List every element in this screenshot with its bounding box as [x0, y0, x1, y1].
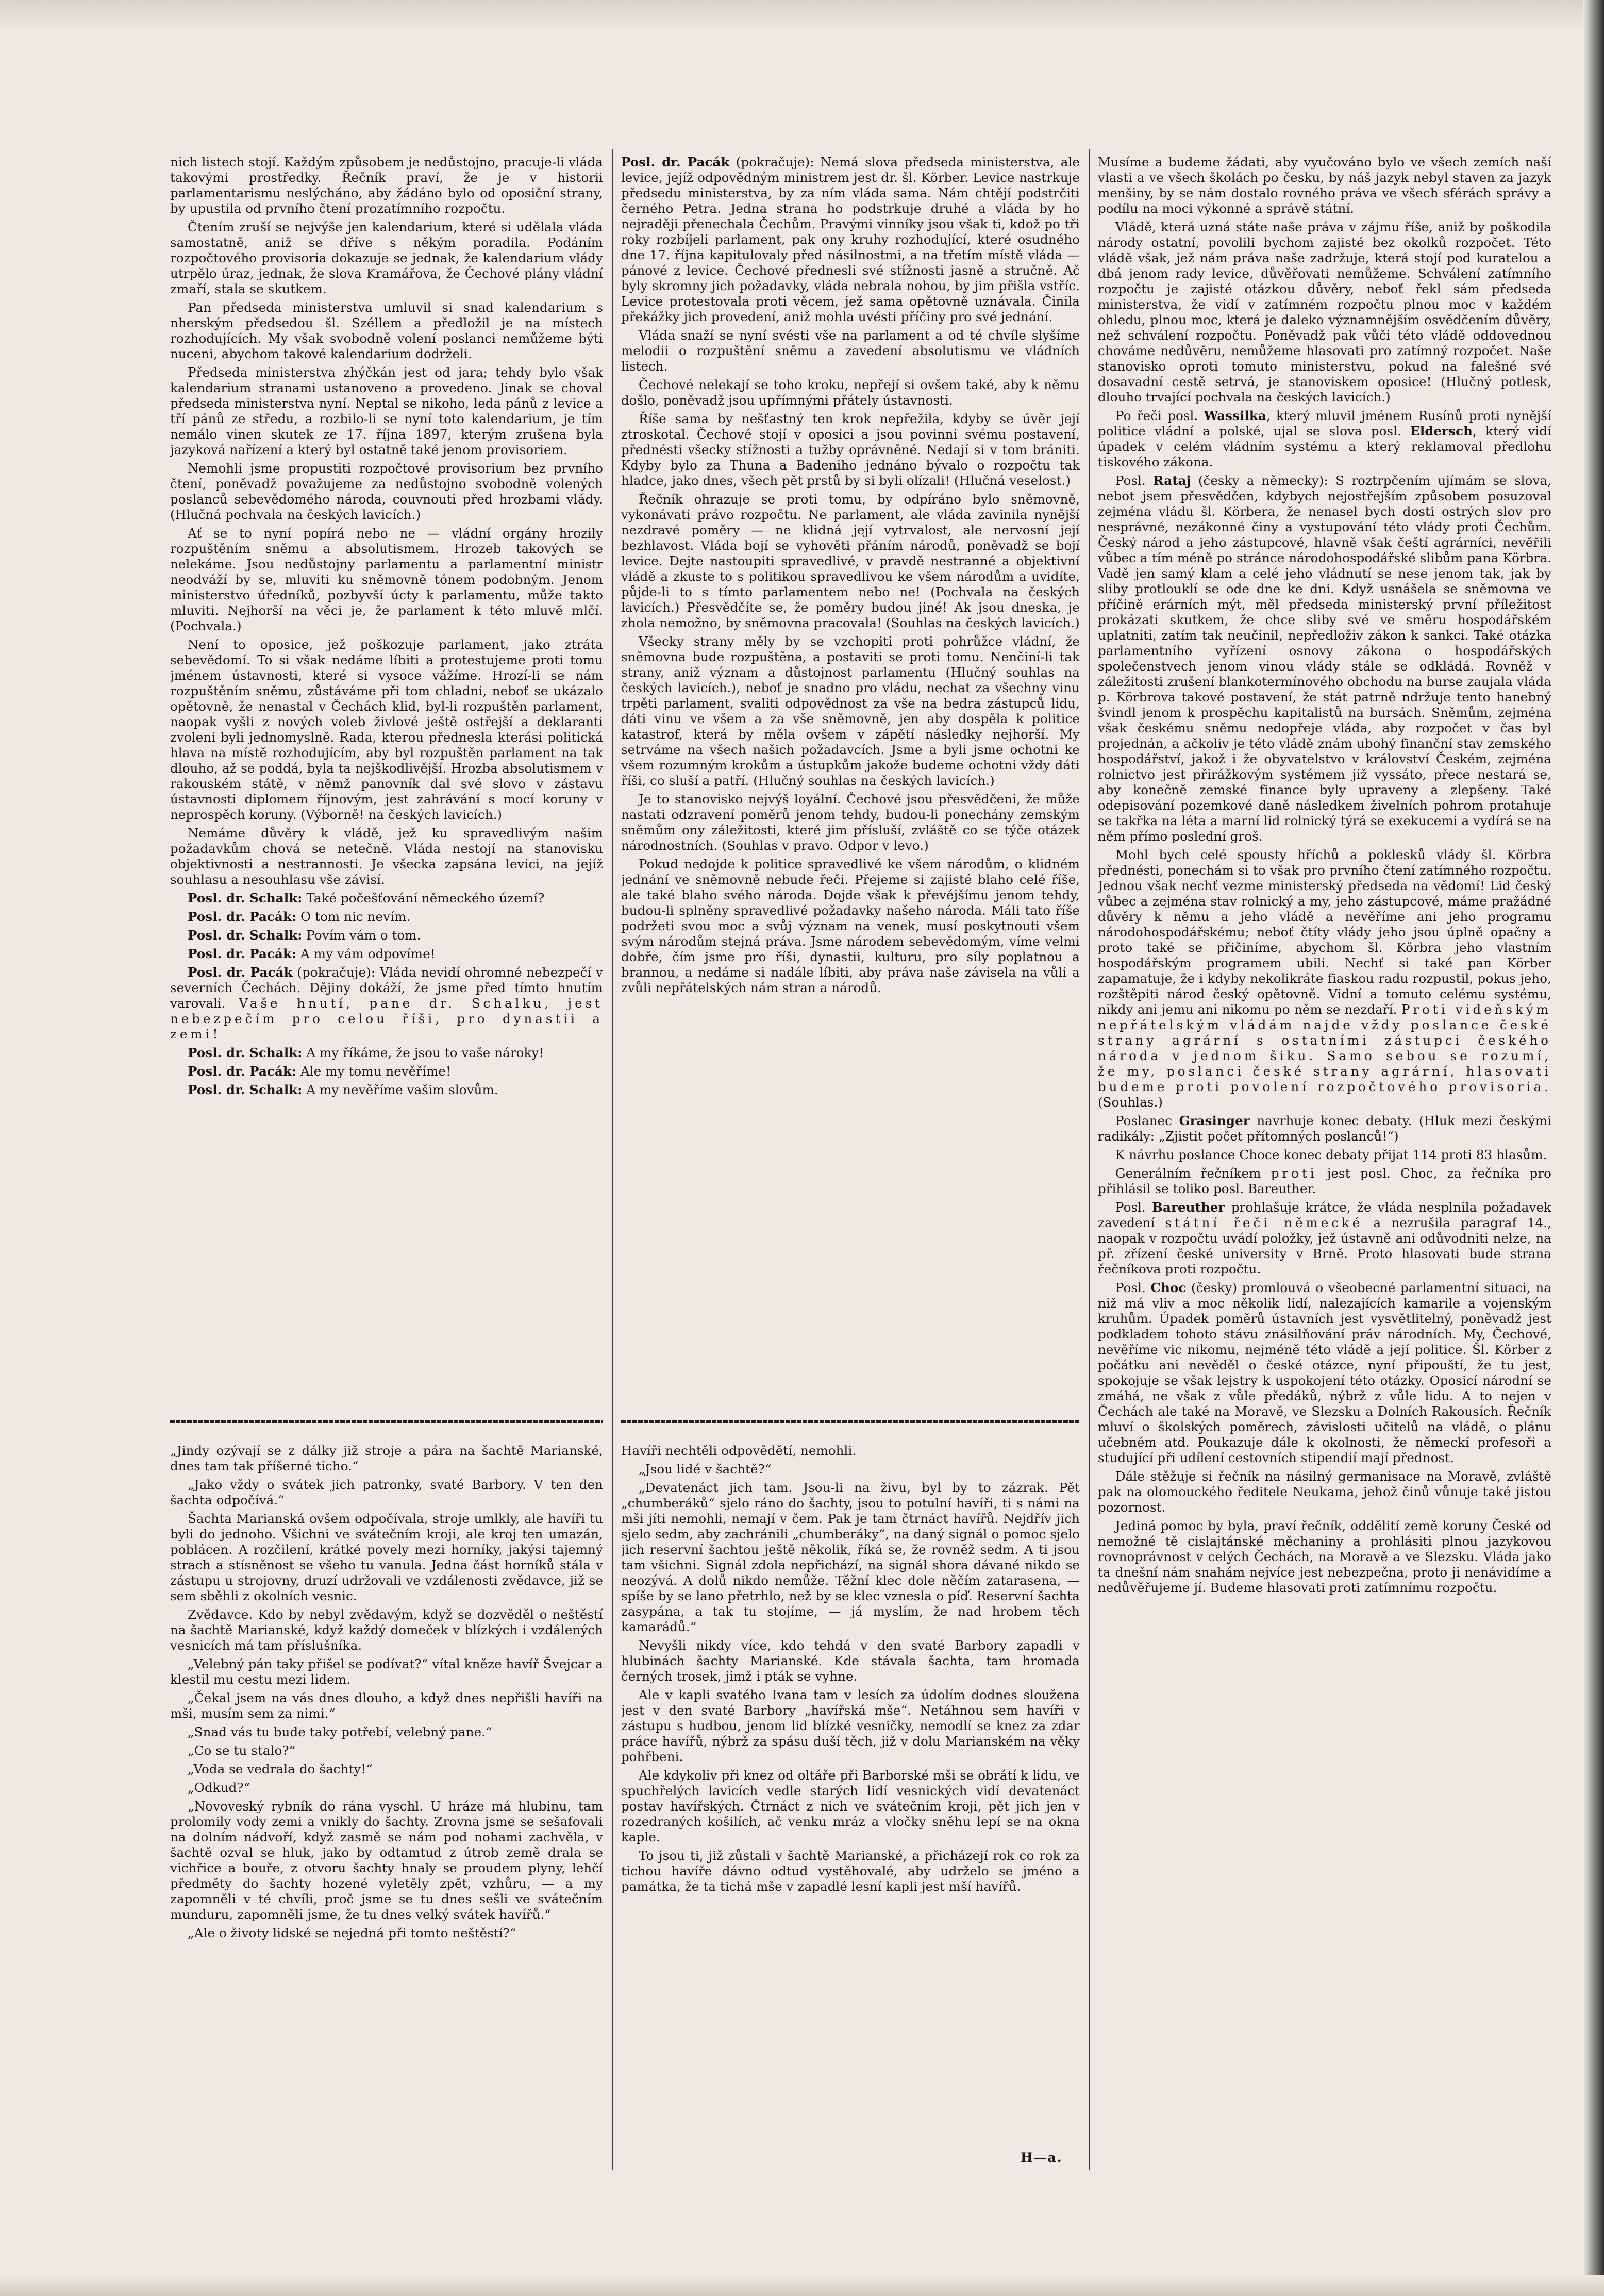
- paragraph: Vláda snaží se nyní svésti vše na parlament a od té chvíle slyšíme melodii o rozpuštění sněmu a zavedení absolutismu ve vládních listech.: [621, 328, 1080, 374]
- section-divider: [621, 1420, 1080, 1423]
- paragraph: Vládě, která uzná státe naše práva v zájmu říše, aniž by poškodila národy ostatní, povolili bychom zajisté bez okolků rozpočet. Této vládě však, jež nám práva naše zadržuje, která stojí pod kuratelou a dbá jenom rady levice, důvěřovati nemůžeme. Schválení zatímního rozpočtu je zajisté otázkou důvěry, neboť řekl sám předseda ministerstva, že vidí v zatímném rozpočtu plnou moc v každém ohledu, plnou moc, která je daleko významnějším osvědčením důvěry, než schválení rozpočtu. Poněvadž pak vůči této vládě oddovednou chováme nedůvěru, nemůžeme hlasovati pro zatímný rozpočet. Naše stanovisko oproti tomuto ministerstvu, pokud na falešné své dosavadní cestě setrvá, je stanoviskem oposice! (Hlučný potlesk, dlouho trvající pochvala na českých lavicích.): [1098, 220, 1551, 405]
- paragraph: Havíři nechtěli odpovědětí, nemohli.: [621, 1443, 857, 1458]
- right-column: [1098, 155, 1551, 2062]
- paragraph: Nemáme důvěry k vládě, jež ku spravedlivým našim požadavkům chová se netečně. Vláda nestojí na stanovisku objektivnosti a nestrannosti. Je všecka zapsána levici, na jejíž souhlasu a nesouhlasu vše závisí.: [170, 826, 603, 887]
- paragraph: Musíme a budeme žádati, aby vyučováno bylo ve všech zemích naší vlasti a ve všech školách po česku, by náš jazyk nebyl staven za jazyk menšiny, by se nám dostalo rovného práva ve všech sférách správy a podílu na moci výkonné a správě státní.: [1098, 155, 1551, 216]
- paragraph: Šachta Marianská ovšem odpočívala, stroje umlkly, ale havíři tu byli do jednoho. Všichni ve svátečním kroji, ale kroj ten umazán, poblácen. A rozčilení, krátké povely mezi horníky, jakýsi tajemný strach a stísněnost se všeho tu vanula. Jedna část horníků stála v zástupu u strojovny, druzí udržovali ve vzdálenosti zvědavce, již se sem sběhli z okolních vesnic.: [170, 1511, 603, 1603]
- paragraph: Posl. Choc (česky) promlouvá o všeobecné parlamentní situaci, na niž má vliv a moc několik lidí, nalezajících kamarile a vojenským kruhům. Úpadek poměrů ústavních jest vysvětlitelný, poněvadž jest podkladem tohoto stávu znásilňování práv národních. My, Čechové, nevěříme vic nikomu, nejméně této vládě a její politice. Šl. Körber z počátku ani nevěděl o české otázce, nyní připouští, že tu jest, spokojuje se však lejstry k uspokojení této otázky. Oposicí národní se zmáhá, ne však z vůle předáků, nýbrž z vůle lidu. A to nejen v Čechách ale také na Moravě, ve Slezsku a Dolních Rakousích. Řečník mluví o školských poměrech, závislosti učitelů na vládě, o plánu učebném atd. Poukazuje dále k okolnosti, že německí profesoři a studující při udílení cestovních stipendií mají přednost.: [1098, 1280, 1551, 1465]
- paragraph: „Odkud?“: [188, 1780, 250, 1795]
- paragraph: Posl. dr. Pacák (pokračuje): Nemá slova předseda ministerstva, ale levice, jejíž odpovědným ministrem jest dr. šl. Körber. Levice nastrkuje předsedu ministerstva, by za ním vláda sama. Nám chtějí podstrčiti černého Petra. Jedna strana ho podstrkuje druhé a vláda by ho nejraději přenechala Čechům. Pravými vinníky jsou však ti, kdož po tři roky rozbíjeli parlament, pak ony kruhy rozhodující, které osudného dne 17. října kapitulovaly před násilnostmi, a na třetím místě vláda — pánové z levice. Čechové přednesli své stížnosti jasně a stručně. Ač byly skromny jich požadavky, vláda nebrala nohou, by jim přišla vstříc. Levice protestovala proti věcem, jež sama opětovně uznávala. Činila překážky jich provedení, aniž mohla uvésti příčiny pro své jednání.: [621, 155, 1080, 324]
- paragraph: „Co se tu stalo?“: [188, 1743, 296, 1758]
- left-column: [170, 155, 603, 1402]
- paragraph: Posl. Bareuther prohlašuje krátce, že vláda nesplnila požadavek zavedení státní řeči německé a nezrušila paragraf 14., naopak v rozpočtu uvádí položky, jež ústavně ani odůvodniti nelze, na př. zřízení české university v Brně. Proto hlasovati bude strana řečníkova proti rozpočtu.: [1098, 1200, 1551, 1277]
- paragraph: To jsou ti, již zůstali v šachtě Marianské, a přicházejí rok co rok za tichou havíře dávno odtud vystěhovalé, aby udrželo se jméno a památka, že ta tichá mše v zapadlé lesní kapli jest mší havířů.: [621, 1848, 1080, 1894]
- paragraph: Předseda ministerstva zhýčkán jest od jara; tehdy bylo však kalendarium stranami ustanoveno a provedeno. Jinak se choval předseda ministerstva nyní. Neptal se nikoho, leda pánů z levice a tří pánů ze středu, a rozbilo-li se nyní toto kalendarium, je tím nemálo vinen skutek ze 17. října 1897, kterým zrušena byla jazyková nařízení a který byl ostatně také jenom provisoriem.: [170, 365, 603, 457]
- scan-edge: [0, 2275, 1604, 2296]
- paragraph: „Ale o životy lidské se nejedná při tomto neštěstí?“: [188, 1925, 516, 1940]
- paragraph: Posl. dr. Schalk: A my říkáme, že jsou to vaše nároky!: [188, 1045, 544, 1060]
- paragraph: Ale kdykoliv při knez od oltáře při Barborské mši se obrátí k lidu, ve spuchřelých lavicích vedle starých lidí vesnických vidí devatenáct postav havířských. Čtrnáct z nich ve svátečním kroji, pět jich jen v rozedraných košilích, ač venku mráz a vločky sněhu lepí se na okna kaple.: [621, 1768, 1080, 1845]
- paragraph: Ale v kapli svatého Ivana tam v lesích za údolím dodnes sloužena jest v den svaté Barbory „havířská mše“. Netáhnou sem havíři v zástupu s hudbou, jenom lid blízké vesničky, nemodlí se knez za zdar práce havířů, nýbrž za spásu duší těch, již v dolu Marianském na věky pohřbeni.: [621, 1687, 1080, 1764]
- paragraph: „Čekal jsem na vás dnes dlouho, a když dnes nepřišli havíři na mši, musím sem za nimi.“: [170, 1690, 603, 1721]
- paragraph: Není to oposice, jež poškozuje parlament, jako ztráta sebevědomí. To si však nedáme líbiti a protestujeme proti tomu jménem ústavnosti, které si vysoce vážíme. Hrozí-li se nám rozpuštěním sněmu, zůstáváme při tom chladni, neboť se ukázalo opětovně, že nenastal v Čechách klid, byl-li rozpuštěn parlament, naopak vyšli z nových voleb živlové ještě ostřejší a deklaranti zvoleni byli jednomyslně. Rada, kterou přednesla kterási politická hlava na místě rozhodujícím, aby byl rozpuštěn parlament na tak dlouho, až se poddá, byla ta nejškodlivější. Hrozba absolutismem v rakouském státě, v němž panovník dal své slovo v zástavu ústavnosti diplomem říjnovým, jest zahrávání s mocí koruny v neprospěch koruny. (Výborně! na českých lavicích.): [170, 637, 603, 822]
- paragraph: Pokud nedojde k politice spravedlivé ke všem národům, o klidném jednání ve sněmovně nebude řeči. Přejeme si zajisté blaho celé říše, ale také blaho svého národa. Dojde však k převéjšímu jenom tehdy, budou-li splněny spravedlivé požadavky našeho národa. Máli tato říše podržeti svou moc a svůj význam na venek, musí poskytnouti všem svým národům stejná práva. Jsme národem sebevědomým, víme velmi dobře, čím jsme pro říši, dynastii, kulturu, pro síly poplatnou a brannou, a nedáme si nadále líbiti, aby práva naše závisela na vůli a zvůli nepřátelských nám stran a národů.: [621, 857, 1080, 995]
- feuilleton-left: [170, 1443, 603, 2165]
- paragraph: „Jsou lidé v šachtě?“: [639, 1462, 772, 1477]
- section-divider: [170, 1420, 603, 1423]
- paragraph: Jediná pomoc by byla, praví řečník, oddělití země koruny České od nemožné tě cislajtánské měchaniny a prohlásiti plnou jazykovou rovnoprávnost v celých Čechách, na Moravě a ve Slezsku. Vláda jako ta dnešní nám snahám nejvíce jest nebezpečna, proto ji nenávidíme a nedůvěřujeme jí. Budeme hlasovati proti zatímnímu rozpočtu.: [1098, 1518, 1551, 1595]
- paragraph: Posl. Rataj (česky a německy): S roztrpčením ujímám se slova, nebot jsem přesvědčen, kdybych nejostřejším způsobem posuzoval zejména vládu šl. Körbera, že nenasel bych dosti ostrých slov pro nesprávné, nezákonné činy a vystupování této vlády proti Čechům. Český národ a jeho zástupcové, hlavně však čeští agrárníci, nevěřili vůbec a tím méně po stránce národohospodářské slibům pana Körbra. Vadě jen samý klam a celé jeho vládnutí se nese jenom tak, jak by sliby protlouklí se ode dne ke dni. Když usnášela se sněmovna ve příčině erárních mýt, měl předseda ministerský první příležitost prokázati skutkem, že chce sliby své ve směru hospodářském uplatniti, zatím tak neučinil, nepředloživ zákon k sankci. Také otázka parlamentního vyřízení osnovy zákona o hospodářských společenstvech jenom vinou vlády stále se odkládá. Rovněž v záležitosti zrušení blankotermínového obchodu na burse zaujala vláda p. Körbrova takové postavení, že stát patrně ndržuje tento hanebný švindl jenom k prospěchu kapitalistů na bursách. Sněmům, zejména však českému sněmu nedopřeje vláda, aby rozpočet v čas byl projednán, a ačkoliv je této vládě znám ubohý finanční stav zemského hospodářství, jakož i že obyvatelstvo v království Českém, zejména rolnictvo jest přirážkovým systémem již vyssáto, přece nestará se, aby konečně zemské finance byly upraveny a zlepšeny. Také odepisování pozemkové daně následkem živelních pohrom protahuje se takřka na léta a marní lid rolnický týrá se exekucemi a vydírá se na něm přímo poslední groš.: [1098, 473, 1551, 844]
- paragraph: Čtením zruší se nejvýše jen kalendarium, které si udělala vláda samostatně, aniž se dříve s někým poradila. Podáním rozpočtového provisoria dokazuje se jednak, že kalendarium vlády utrpělo úraz, jednak, že slova Kramářova, že Čechové plány vládní zmaří, stala se skutkem.: [170, 220, 603, 296]
- paragraph: Dále stěžuje si řečník na násilný germanisace na Moravě, zvláště pak na olomouckého ředitele Neukama, jehož činů vůnuje také jistou pozornost.: [1098, 1469, 1551, 1515]
- author-signature: H—a.: [1021, 2150, 1063, 2165]
- paragraph: Posl. dr. Pacák: O tom nic nevím.: [188, 909, 411, 924]
- paragraph: Generálním řečníkem proti jest posl. Choc, za řečníka pro přihlásil se toliko posl. Bareuther.: [1098, 1166, 1551, 1196]
- paragraph: Posl. dr. Schalk: A my nevěříme vašim slovům.: [188, 1082, 498, 1097]
- paragraph: „Novoveský rybník do rána vyschl. U hráze má hlubinu, tam prolomily vody zemi a vnikly do šachty. Zrovna jsme se sešafovali na dolním nádvoří, když zasmě se nám pod nohami zachvěla, v šachtě ozval se hluk, jako by odtamtud z útrob země drala se vichřice a bouře, z otvoru šachty hnaly se proudem plyny, lehčí předměty do šachty hozené vyletěly zpět, vzhůru, — a my zapomněli v té chvíli, proč jsme se tu dnes sešli ve svátečním munduru, zapomněli jsme, že tu dnes velký svátek havířů.“: [170, 1799, 603, 1922]
- paragraph: Poslanec Grasinger navrhuje konec debaty. (Hluk mezi českými radikály: „Zjistit počet přítomných poslanců!“): [1098, 1113, 1551, 1144]
- paragraph: Posl. dr. Pacák: A my vám odpovíme!: [188, 946, 436, 961]
- middle-column: [621, 155, 1080, 1428]
- column-rule: [612, 149, 613, 2170]
- paragraph: K návrhu poslance Choce konec debaty přijat 114 proti 83 hlasům.: [1115, 1147, 1547, 1162]
- paragraph: Posl. dr. Pacák (pokračuje): Vláda nevidí ohromné nebezpečí v severních Čechách. Dějiny dokáží, že jsme před tímto hnutím varovali. Vaše hnutí, pane dr. Schalku, jest nebezpečím pro celou říši, pro dynastii a zemi!: [170, 965, 603, 1042]
- paragraph: Posl. dr. Schalk: Také počešťování německého území?: [188, 891, 545, 906]
- paragraph: „Velebný pán taky přišel se podívat?“ vítal kněze havíř Švejcar a klestil mu cestu mezi lidem.: [170, 1656, 603, 1687]
- feuilleton-middle: [621, 1443, 1080, 2165]
- paragraph: Zvědavce. Kdo by nebyl zvědavým, když se dozvěděl o neštěstí na šachtě Marianské, když každý domeček v blízkých i vzdálených vesnicích má tam příslušníka.: [170, 1607, 603, 1653]
- scan-edge: [0, 0, 1604, 31]
- paragraph: Pan předseda ministerstva umluvil si snad kalendarium s nherským předsedou šl. Széllem a předložil je na místech rozhodujících. My však svobodně volení poslanci nemůžeme býti nuceni, abychom takové kalendarium dodrželi.: [170, 300, 603, 361]
- paragraph: Čechové nelekají se toho kroku, nepřejí si ovšem také, aby k němu došlo, poněvadž jsou upřímnými přátely ústavnosti.: [621, 377, 1080, 408]
- paragraph: „Jindy ozývají se z dálky již stroje a pára na šachtě Marianské, dnes tam tak příšerné ticho.“: [170, 1443, 603, 1473]
- paragraph: Posl. dr. Schalk: Povím vám o tom.: [188, 928, 421, 943]
- paragraph: Všecky strany měly by se vzchopiti proti pohrůžce vládní, že sněmovna bude rozpuštěna, a postaviti se proti tomu. Nenčiní-li tak strany, aniž význam a důstojnost parlamentu (Hlučný souhlas na českých lavicích.), neboť je snadno pro vládu, nechat za všechny vinu trpěti parlament, svaliti odpovědnost za vše na bedra zástupců lidu, dáti vinu ve všem a za vše sněmovně, jen aby dospěla k politice katastrof, která by měla ovšem v zápětí následky nejhorší. My setrváme na všech našich požadavcích. Jsme a byli jsme ochotni ke všem rozumným krokům a ústupkům jakože budeme ochotni vždy dáti říši, co sluší a patří. (Hlučný souhlas na českých lavicích.): [621, 634, 1080, 788]
- paragraph: Je to stanovisko nejvýš loyální. Čechové jsou přesvědčeni, že může nastati odzravení poměrů jenom tehdy, budou-li ponechány zemským sněmům ony záležitosti, které jim přísluší, zvláště co se týče otázek národnostních. (Souhlas v pravo. Odpor v levo.): [621, 792, 1080, 853]
- paragraph: „Voda se vedrala do šachty!“: [188, 1762, 373, 1777]
- scan-edge: [1583, 0, 1604, 2296]
- paragraph: Řečník ohrazuje se proti tomu, by odpíráno bylo sněmovně, vykonávati právo rozpočtu. Ne parlament, ale vláda zavinila nynější nezdravé poměry — ne klidná její vytrvalost, ale nervosní její bezhlavost. Vláda bojí se vyhověti přáním národů, poněvadž se bojí levice. Dejte nastoupiti spravedlivé, v pravdě nestranné a objektivní vládě a zkuste to s politikou spravedlivou ke všem národům a uvidíte, půjde-li to s tímto parlamentem nebo ne! (Pochvala na českých lavicích.) Přesvědčíte se, že poměry budou jiné! Ak jsou dneska, je zhola nemožno, by sněmovna pracovala! (Souhlas na českých lavicích.): [621, 492, 1080, 630]
- paragraph: Říše sama by nešťastný ten krok nepřežila, kdyby se úvěr její ztroskotal. Čechové stojí v oposici a jsou povinni svému postavení, přednésti všecky stížnosti a tužby oprávněné. Nedají si v tom brániti. Kdyby bylo za Thuna a Badeniho jednáno bývalo o rozpočtu tak hladce, jako dnes, všech pět prstů by si byli olízali! (Hlučná veselost.): [621, 411, 1080, 488]
- paragraph: „Devatenáct jich tam. Jsou-li na živu, byl by to zázrak. Pět „chumberáků“ sjelo ráno do šachty, jsou to potulní havíři, ti s námi na mši jíti nemohli, nemají v čem. Pak je tam čtrnáct havířů. Nejdřív jich sjelo sedm, aby zachránili „chumberáky“, na daný signál o pomoc sjelo jich reservní šachtou ještě několik, říká se, že rovněž sedm. A ti jsou tam všichni. Signál zdola nepřichází, na signál shora dávané nikdo se neozývá. A dolů nikdo nemůže. Těžní klec dole něčím zatarasena, — spíše by se lano přetrhlo, než by se klec vznesla o píď. Reservní šachta zasypána, a tak tu stojíme, — já myslím, že nad hrobem těch kamarádů.“: [621, 1480, 1080, 1634]
- paragraph: Nevyšli nikdy více, kdo tehdá v den svaté Barbory zapadli v hlubinách šachty Marianské. Kde stávala šachta, tam hromada černých trosek, jimž i pták se vyhne.: [621, 1638, 1080, 1684]
- paragraph: „Snad vás tu bude taky potřebí, velebný pane.“: [188, 1724, 492, 1739]
- paragraph: Po řeči posl. Wassilka, který mluvil jménem Rusínů proti nynější politice vládní a polské, ujal se slova posl. Eldersch, který vidí úpadek v celém vládním systému a který reklamoval předlohu tiskového zákona.: [1098, 408, 1551, 470]
- paragraph: nich listech stojí. Každým způsobem je nedůstojno, pracuje-li vláda takovými prostředky. Řečník praví, že je v historii parlamentarismu neslýcháno, aby žádáno bylo od oposiční strany, by upustila od prvního čtení prozatímního rozpočtu.: [170, 155, 603, 216]
- column-rule: [1089, 149, 1090, 2170]
- paragraph: Posl. dr. Pacák: Ale my tomu nevěříme!: [188, 1064, 451, 1079]
- paragraph: Mohl bych celé spousty hříchů a poklesků vlády šl. Körbra přednésti, ponechám si to však pro prvního čtení zatímného rozpočtu. Jednou však nechť vezme ministerský předseda na vědomí! Lid český vůbec a zejména stav rolnický a my, jeho zástupcové, máme pražádné důvěry k němu a jeho vládě a nevěříme ani jeho programu národohospodářskému; neboť čtíty vlády jeho jsou úplně opačny a proto také se přičiníme, abychom šl. Körbra jeho vlastním hospodářským programem ubili. Nechť si také pan Körber zapamatuje, že i kdyby nekolikráte fiaskou radu rozpustil, pokus jeho, rozštěpiti národ český opětovně. Vidní a tomuto celému systému, nikdy ani jemu ani nikomu po něm se nezdaří. Proti videňským nepřátelským vládám najde vždy poslance české strany agrární s ostatními zástupci českého národa v jednom šiku. Samo sebou se rozumí, že my, poslanci české strany agrární, hlasovati budeme proti povolení rozpočtového provisoria. (Souhlas.): [1098, 847, 1551, 1110]
- paragraph: Ať se to nyní popírá nebo ne — vládní orgány hrozily rozpuštěním sněmu a absolutismem. Hrozeb takových se nelekáme. Jsou nedůstojny parlamentu a parlamentní ministr neodváží by se, mluviti ku sněmovně tónem podobným. Jenom ministerstvo úředníků, pozbyvší úcty k parlamentu, může takto mluviti. Nejhorší na věci je, že parlament k této mluvě mlčí. (Pochvala.): [170, 526, 603, 633]
- paragraph: „Jako vždy o svátek jich patronky, svaté Barbory. V ten den šachta odpočívá.“: [170, 1477, 603, 1507]
- paragraph: Nemohli jsme propustiti rozpočtové provisorium bez prvního čtení, poněvadž považujeme za nedůstojno svobodně volených poslanců sebevědomého národa, couvnouti před hrozbami vlády. (Hlučná pochvala na českých lavicích.): [170, 461, 603, 522]
